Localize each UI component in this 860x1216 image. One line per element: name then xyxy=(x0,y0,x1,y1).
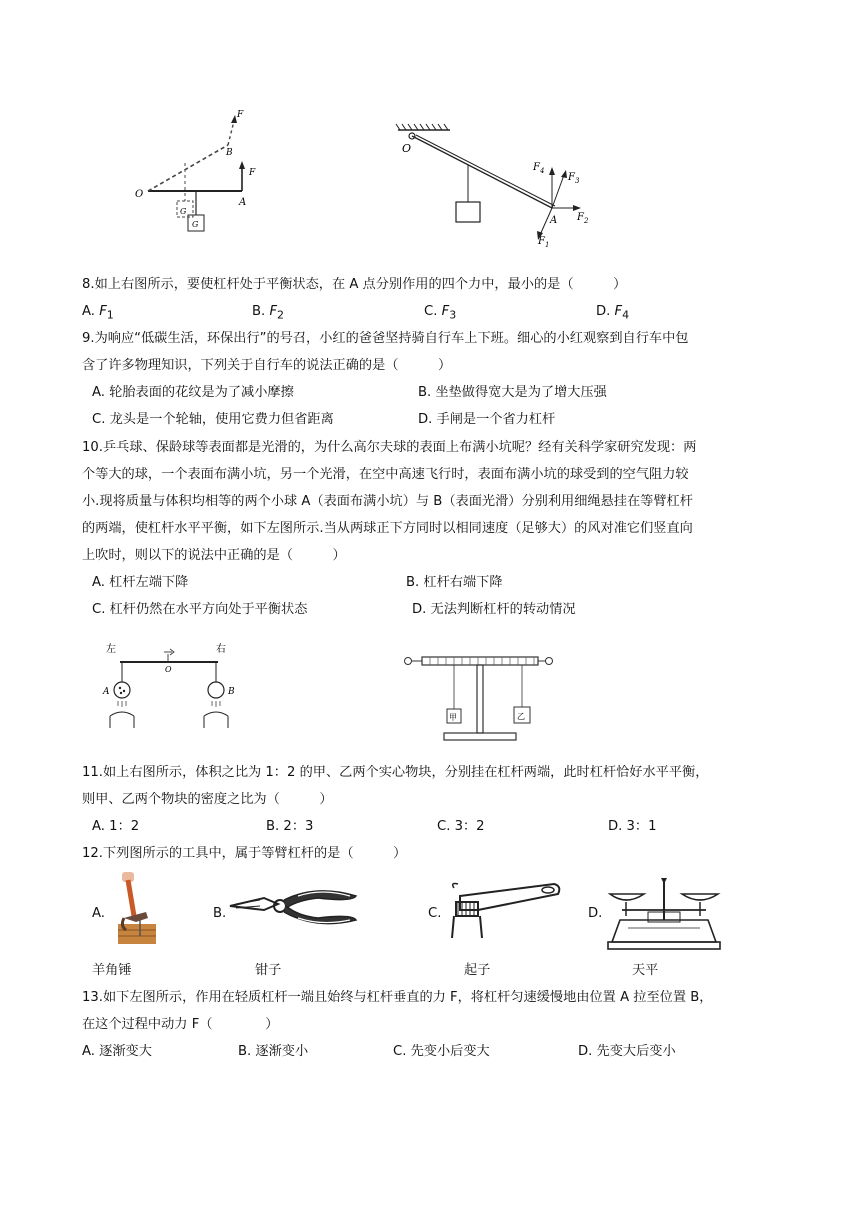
question-11-line-2: 则甲、乙两个物块的密度之比为（ ） xyxy=(82,792,333,807)
label-o: O xyxy=(135,189,144,200)
q11-option-c: C. 3：2 xyxy=(437,819,485,834)
q10-option-a: A. 杠杆左端下降 xyxy=(92,575,189,590)
q9-option-a: A. 轮胎表面的花纹是为了减小摩擦 xyxy=(92,385,294,400)
label-a: A xyxy=(550,215,558,226)
label-jia: 甲 xyxy=(449,713,457,722)
question-10-line-1: 10.乒乓球、保龄球等表面都是光滑的，为什么高尔夫球的表面上布满小坑呢？经有关科学家研究发现：两 xyxy=(82,440,697,455)
q12-caption-a: 羊角锤 xyxy=(92,963,132,978)
q9-option-d: D. 手闸是一个省力杠杆 xyxy=(418,412,556,427)
label-g: G xyxy=(192,220,199,229)
label-o: O xyxy=(402,142,412,155)
q10-option-b: B. 杠杆右端下降 xyxy=(406,575,503,590)
balance-scale-image xyxy=(604,872,730,954)
label-o: O xyxy=(165,665,172,674)
label-f4: $F_4$ xyxy=(533,162,545,175)
q12-option-d-label: D. xyxy=(588,906,603,921)
label-right: 右 xyxy=(216,644,226,655)
bottle-opener-image xyxy=(444,880,564,942)
balls-lever-diagram-q10 xyxy=(98,640,248,730)
q10-option-d: D. 无法判断杠杆的转动情况 xyxy=(412,602,576,617)
question-10-line-3: 小.现将质量与体积均相等的两个小球 A（表面布满小坑）与 B（表面光滑）分别利用细绳悬挂在等臂杠杆 xyxy=(82,494,693,509)
question-8-text: 8.如上右图所示，要使杠杆处于平衡状态，在 A 点分别作用的四个力中，最小的是（ ） xyxy=(82,277,627,292)
label-g-dashed: G xyxy=(180,207,187,216)
q13-option-c: C. 先变小后变大 xyxy=(393,1044,490,1059)
q11-option-d: D. 3：1 xyxy=(608,819,657,834)
question-13-line-2: 在这个过程中动力 F（ ） xyxy=(82,1017,279,1032)
question-10-line-2: 个等大的球，一个表面布满小坑，另一个光滑，在空中高速飞行时，表面布满小坑的球受到的空气阻力较 xyxy=(82,467,689,482)
label-b: B xyxy=(228,687,235,697)
blocks-lever-diagram-q11 xyxy=(394,645,566,745)
q12-option-c-label: C. xyxy=(428,906,442,921)
question-11-line-1: 11.如上右图所示，体积之比为 1：2 的甲、乙两个实心物块，分别挂在杠杆两端，此时杠杆恰好水平平衡， xyxy=(82,765,709,780)
q10-option-c: C. 杠杆仍然在水平方向处于平衡状态 xyxy=(92,602,308,617)
label-a: A xyxy=(103,687,110,697)
q13-option-a: A. 逐渐变大 xyxy=(82,1044,152,1059)
label-yi: 乙 xyxy=(517,712,525,721)
q8-option-c: C. $F_3$ xyxy=(424,304,457,322)
label-f3: $F_3$ xyxy=(568,172,580,185)
q12-option-b-label: B. xyxy=(213,906,227,921)
q13-option-d: D. 先变大后变小 xyxy=(578,1044,676,1059)
q11-option-a: A. 1：2 xyxy=(92,819,140,834)
label-f-right: F xyxy=(249,168,256,178)
q11-option-b: B. 2：3 xyxy=(266,819,314,834)
q8-option-a: A. $F_1$ xyxy=(82,304,114,322)
label-f1: $F_1$ xyxy=(538,236,550,249)
q9-option-b: B. 坐垫做得宽大是为了增大压强 xyxy=(418,385,607,400)
q13-option-b: B. 逐渐变小 xyxy=(238,1044,309,1059)
question-12-text: 12.下列图所示的工具中，属于等臂杠杆的是（ ） xyxy=(82,846,407,861)
q8-option-b: B. $F_2$ xyxy=(252,304,285,322)
label-f2: $F_2$ xyxy=(577,212,589,225)
label-left: 左 xyxy=(106,644,116,655)
lever-diagram-q7 xyxy=(130,105,270,245)
claw-hammer-image xyxy=(112,870,162,948)
q8-option-d: D. $F_4$ xyxy=(596,304,630,322)
question-9-line-2: 含了许多物理知识，下列关于自行车的说法正确的是（ ） xyxy=(82,358,452,373)
q9-option-c: C. 龙头是一个轮轴，使用它费力但省距离 xyxy=(92,412,334,427)
question-10-line-5: 上吹时，则以下的说法中正确的是（ ） xyxy=(82,548,346,563)
label-f-top: F xyxy=(237,110,244,120)
question-13-line-1: 13.如下左图所示，作用在轻质杠杆一端且始终与杠杆垂直的力 F，将杠杆匀速缓慢地由位置 A 拉至位置 B， xyxy=(82,990,713,1005)
q12-caption-b: 钳子 xyxy=(255,963,282,978)
label-a: A xyxy=(239,197,247,208)
q12-caption-d: 天平 xyxy=(632,963,659,978)
question-10-line-4: 的两端，使杠杆水平平衡，如下左图所示.当从两球正下方同时以相同速度（足够大）的风对准它们竖直向 xyxy=(82,521,693,536)
pliers-image xyxy=(226,880,362,938)
q12-caption-c: 起子 xyxy=(464,963,491,978)
label-b: B xyxy=(226,148,233,158)
lever-diagram-q8 xyxy=(390,120,610,250)
question-9-line-1: 9.为响应“低碳生活，环保出行”的号召，小红的爸爸坚持骑自行车上下班。细心的小红观察到自行车中包 xyxy=(82,331,689,346)
q12-option-a-label: A. xyxy=(92,906,105,921)
